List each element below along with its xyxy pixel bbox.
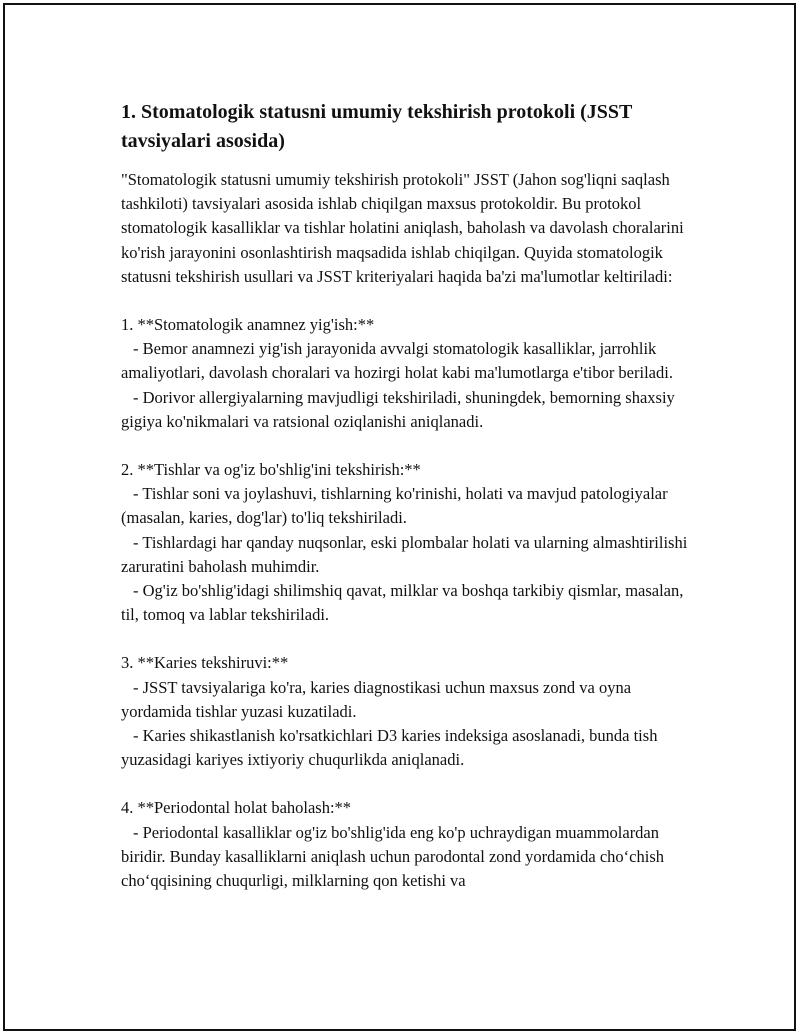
section-heading: 1. **Stomatologik anamnez yig'ish:** [121, 315, 375, 335]
list-item-text: - Tishlar soni va joylashuvi, tishlarning ko'rinishi, holati va mavjud patologiyalar (masalan, karies, dog'lar) to'liq tekshiriladi. [121, 484, 668, 528]
section-teeth-exam [121, 458, 701, 627]
list-item-text: - Karies shikastlanish ko'rsatkichlari D3 karies indeksiga asoslanadi, bunda tish yuzasidagi kariyes ixtiyoriy chuqurlikda aniqlanadi. [121, 726, 658, 770]
list-item [121, 676, 701, 724]
list-item-text: - Periodontal kasalliklar og'iz bo'shlig'ida eng ko'p uchraydigan muammolardan biridir. Bunday kasalliklarni aniqlash uchun parodontal zond yordamida cho‘chish cho‘qqisining chuqurligi, milklarning qon ketishi va [121, 822, 664, 891]
page-frame [3, 3, 796, 1031]
list-item [121, 531, 701, 579]
section-periodontal [121, 796, 701, 893]
list-item [121, 482, 701, 530]
section-caries [121, 651, 701, 772]
intro-paragraph: "Stomatologik statusni umumiy tekshirish protokoli" JSST (Jahon sog'liqni saqlash tashkiloti) tavsiyalari asosida ishlab chiqilgan maxsus protokoldir. Bu protokol stomatologik kasalliklar va tishlar holatini aniqlash, baholash va davolash choralarini ko'rish jarayonini osonlashtirish maqsadida ishlab chiqilgan. Quyida stomatologik statusni tekshirish usullari va JSST kriteriyalari haqida ba'zi ma'lumotlar keltiriladi: [121, 170, 684, 286]
list-item-text: - JSST tavsiyalariga ko'ra, karies diagnostikasi uchun maxsus zond va oyna yordamida tishlar yuzasi kuzatiladi. [121, 677, 632, 721]
document-title: 1. Stomatologik statusni umumiy tekshirish protokoli (JSST tavsiyalari asosida) [121, 101, 633, 152]
list-item-text: - Dorivor allergiyalarning mavjudligi tekshiriladi, shuningdek, bemorning shaxsiy gigiya ko'nikmalari va ratsional oziqlanishi aniqlanadi. [121, 387, 675, 431]
section-heading: 2. **Tishlar va og'iz bo'shlig'ini tekshirish:** [121, 460, 421, 480]
list-item-text: - Bemor anamnezi yig'ish jarayonida avvalgi stomatologik kasalliklar, jarrohlik amaliyotlari, davolash choralari va hozirgi holat kabi ma'lumotlarga e'tibor beriladi. [121, 339, 673, 383]
list-item [121, 579, 701, 627]
list-item [121, 337, 701, 385]
section-anamnesis [121, 313, 701, 434]
list-item-text: - Og'iz bo'shlig'idagi shilimshiq qavat, milklar va boshqa tarkibiy qismlar, masalan, til, tomoq va lablar tekshiriladi. [121, 581, 684, 625]
section-heading: 3. **Karies tekshiruvi:** [121, 653, 289, 673]
list-item [121, 724, 701, 772]
list-item-text: - Tishlardagi har qanday nuqsonlar, eski plombalar holati va ularning almashtirilishi zaruratini baholash muhimdir. [121, 532, 688, 576]
document-body [121, 98, 701, 893]
list-item [121, 821, 701, 894]
section-heading: 4. **Periodontal holat baholash:** [121, 798, 352, 818]
list-item [121, 386, 701, 434]
